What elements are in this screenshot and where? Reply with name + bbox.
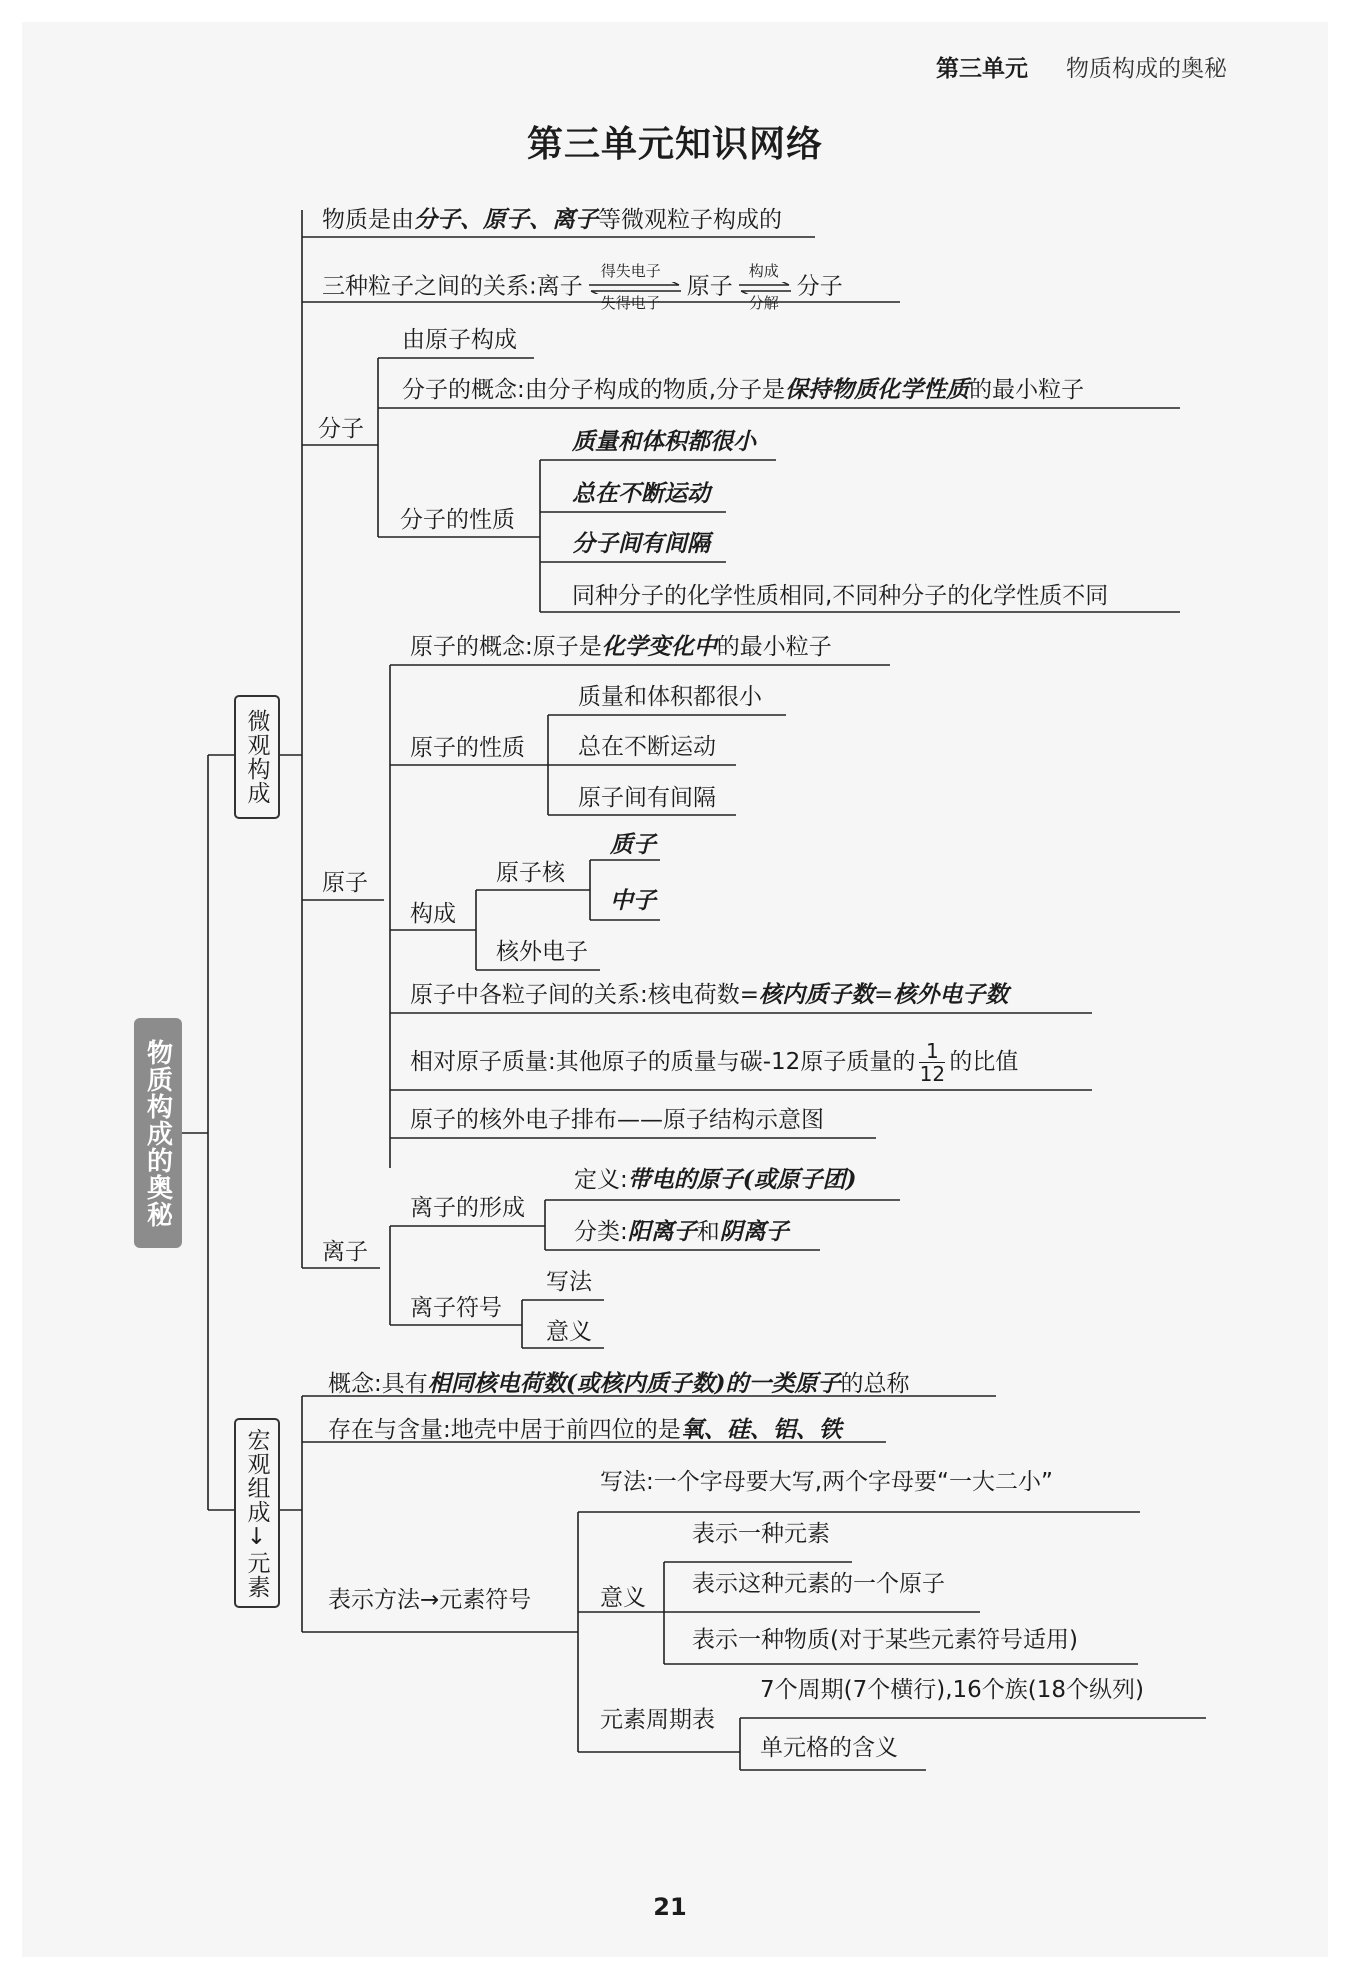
atom-relative-mass: 相对原子质量:其他原子的质量与碳-12原子质量的 $\frac{1}{12}$ 的比值 [410, 1039, 1019, 1086]
ion-category: 分类:阳离子和阴离子 [574, 1218, 789, 1245]
header-unit: 第三单元 [936, 56, 1028, 82]
molecule-prop: 质量和体积都很小 [572, 428, 756, 455]
molecule-prop: 分子间有间隔 [572, 530, 710, 557]
element-meaning: 表示一种物质(对于某些元素符号适用) [692, 1627, 1078, 1653]
atom-props-label: 原子的性质 [410, 735, 525, 761]
molecule-concept: 分子的概念:由分子构成的物质,分子是保持物质化学性质的最小粒子 [402, 376, 1085, 403]
element-meaning: 表示这种元素的一个原子 [692, 1571, 945, 1597]
atom-nucleus: 原子核 [496, 860, 565, 886]
element-meaning-label: 意义 [600, 1585, 646, 1611]
element-meaning: 表示一种元素 [692, 1521, 830, 1547]
branch-macro: 宏观组成↓元素 [234, 1418, 280, 1608]
molecule-prop: 总在不断运动 [572, 480, 710, 507]
equilibrium-arrow-icon: 得失电子 失得电子 [587, 265, 683, 309]
atom-prop: 总在不断运动 [578, 734, 716, 760]
molecule-props-label: 分子的性质 [400, 507, 515, 533]
atom-arrangement: 原子的核外电子排布——原子结构示意图 [410, 1107, 824, 1133]
element-concept: 概念:具有相同核电荷数(或核内质子数)的一类原子的总称 [328, 1370, 910, 1397]
header-unit-title: 物质构成的奥秘 [1066, 56, 1227, 82]
element-existence: 存在与含量:地壳中居于前四位的是氧、硅、铝、铁 [328, 1416, 842, 1443]
ion-symbol-label: 离子符号 [410, 1295, 502, 1321]
ion-symbol-item: 写法 [546, 1269, 592, 1295]
ion-definition: 定义:带电的原子(或原子团) [574, 1166, 857, 1193]
periodic-table-item: 7个周期(7个横行),16个族(18个纵列) [760, 1677, 1145, 1703]
fraction: $\frac{1}{12}$ [919, 1039, 946, 1086]
periodic-table-item: 单元格的含义 [760, 1735, 898, 1761]
nucleus-part: 质子 [610, 831, 656, 858]
molecule-prop-last: 同种分子的化学性质相同,不同种分子的化学性质不同 [572, 583, 1109, 609]
atom-prop: 质量和体积都很小 [578, 684, 762, 710]
atom-structure-label: 构成 [410, 901, 456, 927]
atom-relation: 原子中各粒子间的关系:核电荷数=核内质子数=核外电子数 [410, 981, 1009, 1008]
periodic-table-label: 元素周期表 [600, 1707, 715, 1733]
branch-micro: 微观构成 [234, 695, 280, 819]
micro-composition: 物质是由分子、原子、离子等微观粒子构成的 [322, 206, 782, 233]
equilibrium-arrow-icon: 构成 分解 [737, 265, 793, 309]
nucleus-part: 中子 [610, 887, 656, 914]
atom-prop: 原子间有间隔 [578, 785, 716, 811]
element-notation-label: 表示方法→元素符号 [328, 1587, 532, 1613]
ion-symbol-item: 意义 [546, 1319, 592, 1345]
page-title: 第三单元知识网络 [526, 124, 823, 165]
page-number: 21 [653, 1893, 687, 1921]
ion-formation-label: 离子的形成 [410, 1195, 525, 1221]
particle-relation: 三种粒子之间的关系:离子 得失电子 失得电子 原子 构成 分解 分子 [322, 262, 843, 312]
atom-electron: 核外电子 [496, 939, 588, 965]
element-writing: 写法:一个字母要大写,两个字母要“一大二小” [600, 1469, 1053, 1495]
molecule-label: 分子 [318, 416, 364, 442]
molecule-from-atoms: 由原子构成 [402, 327, 517, 353]
atom-concept: 原子的概念:原子是化学变化中的最小粒子 [410, 633, 832, 660]
ion-label: 离子 [322, 1239, 368, 1265]
atom-label: 原子 [322, 870, 368, 896]
root-node: 物质构成的奥秘 [134, 1018, 182, 1248]
